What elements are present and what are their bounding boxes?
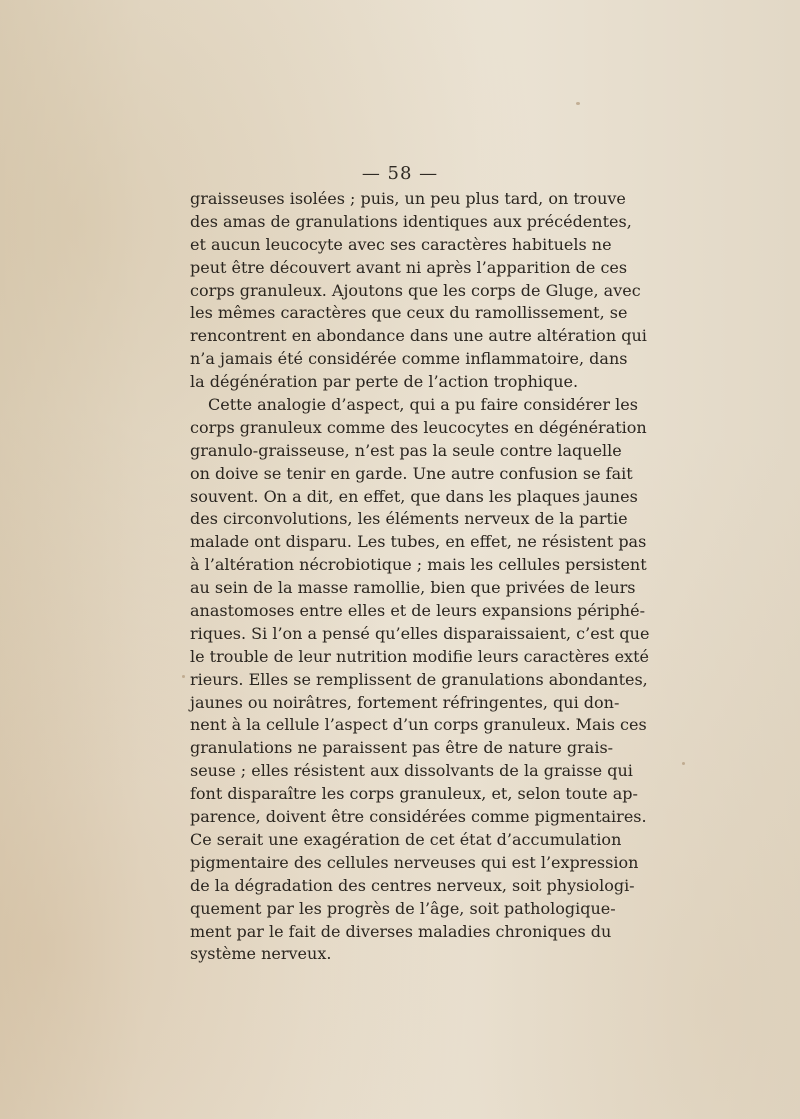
text-line: la dégénération par perte de l’action trophique. [190, 372, 579, 392]
text-line: corps granuleux comme des leucocytes en dégénération [190, 417, 647, 437]
text-line: pigmentaire des cellules nerveuses qui est l’expression [190, 852, 639, 872]
text-line: granulo-graisseuse, n’est pas la seule contre laquelle [190, 440, 622, 460]
text-line: souvent. On a dit, en effet, que dans les plaques jaunes [190, 486, 638, 506]
text-line: n’a jamais été considérée comme inflammatoire, dans [190, 349, 628, 369]
text-line: font disparaître les corps granuleux, et, selon toute ap- [190, 784, 638, 804]
page-number: — 58 — [361, 163, 439, 184]
text-line: nent à la cellule l’aspect d’un corps granuleux. Mais ces [190, 715, 647, 735]
text-line: malade ont disparu. Les tubes, en effet, ne résistent pas [190, 532, 647, 552]
paragraph-start-line: Cette analogie d’aspect, qui a pu faire considérer les [208, 395, 638, 415]
paper-speck [682, 762, 685, 765]
text-line: parence, doivent être considérées comme pigmentaires. [190, 807, 647, 827]
text-line: corps granuleux. Ajoutons que les corps de Gluge, avec [190, 280, 641, 300]
paper-speck [576, 102, 580, 105]
text-line: des circonvolutions, les éléments nerveux de la partie [190, 509, 628, 529]
text-line: jaunes ou noirâtres, fortement réfringentes, qui don- [190, 692, 620, 712]
text-line: des amas de granulations identiques aux précédentes, [190, 211, 632, 231]
text-line: seuse ; elles résistent aux dissolvants de la graisse qui [190, 761, 633, 781]
text-line: on doive se tenir en garde. Une autre confusion se fait [190, 463, 633, 483]
text-line: rencontrent en abondance dans une autre altération qui [190, 326, 647, 346]
text-line: anastomoses entre elles et de leurs expansions périphé- [190, 601, 645, 621]
text-line: les mêmes caractères que ceux du ramollissement, se [190, 303, 628, 323]
text-line: au sein de la masse ramollie, bien que privées de leurs [190, 578, 636, 598]
text-line: peut être découvert avant ni après l’apparition de ces [190, 257, 628, 277]
text-line: le trouble de leur nutrition modifie leurs caractères exté [190, 646, 649, 666]
paper-speck [182, 675, 185, 678]
text-line: quement par les progrès de l’âge, soit pathologique- [190, 898, 616, 918]
text-line: graisseuses isolées ; puis, un peu plus tard, on trouve [190, 189, 626, 208]
text-line: riques. Si l’on a pensé qu’elles disparaissaient, c’est que [190, 623, 650, 643]
text-line: système nerveux. [190, 944, 332, 964]
text-line: de la dégradation des centres nerveux, soit physiologi- [190, 875, 635, 895]
text-line: Ce serait une exagération de cet état d’accumulation [190, 829, 622, 849]
text-line: ment par le fait de diverses maladies chroniques du [190, 921, 612, 941]
body-text [190, 188, 650, 966]
text-line: granulations ne paraissent pas être de nature grais- [190, 738, 614, 758]
text-line: et aucun leucocyte avec ses caractères habituels ne [190, 234, 612, 254]
text-line: à l’altération nécrobiotique ; mais les cellules persistent [190, 555, 647, 575]
text-line: rieurs. Elles se remplissent de granulations abondantes, [190, 669, 648, 689]
